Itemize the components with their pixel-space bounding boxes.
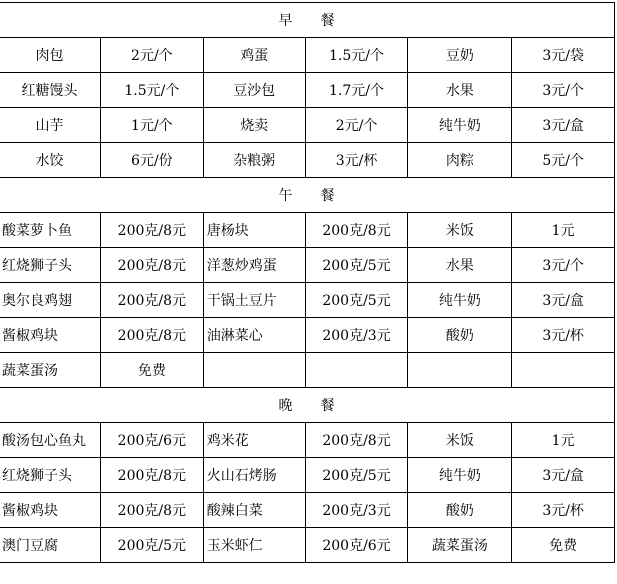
table-row <box>0 458 615 493</box>
dish-name: 蔬菜蛋汤 <box>0 353 100 388</box>
dish-name: 山芋 <box>0 108 100 143</box>
dish-price: 3元/个 <box>512 73 615 108</box>
dish-name: 烧卖 <box>203 108 305 143</box>
dish-name: 水饺 <box>0 143 100 178</box>
dish-price: 3元/杯 <box>305 143 408 178</box>
table-row <box>0 73 615 108</box>
dish-name <box>203 353 305 388</box>
table-row <box>0 493 615 528</box>
dish-price: 3元/盒 <box>512 108 615 143</box>
dish-price: 1元/个 <box>100 108 203 143</box>
dish-name: 酸汤包心鱼丸 <box>0 423 100 458</box>
dish-price: 1.7元/个 <box>305 73 408 108</box>
dish-price: 2元/个 <box>100 38 203 73</box>
dish-price: 200克/5元 <box>305 458 408 493</box>
table-row <box>0 213 615 248</box>
dish-name: 酱椒鸡块 <box>0 493 100 528</box>
dish-name: 火山石烤肠 <box>203 458 305 493</box>
dish-name: 米饭 <box>408 423 512 458</box>
lunch-header-row <box>0 178 615 213</box>
dish-name: 豆奶 <box>408 38 512 73</box>
dish-name: 唐杨块 <box>203 213 305 248</box>
table-row <box>0 528 615 563</box>
table-row <box>0 143 615 178</box>
dish-price: 200克/3元 <box>305 318 408 353</box>
dish-name: 鸡蛋 <box>203 38 305 73</box>
dish-name: 肉粽 <box>408 143 512 178</box>
dish-name: 澳门豆腐 <box>0 528 100 563</box>
dish-name: 酸奶 <box>408 318 512 353</box>
dish-name: 玉米虾仁 <box>203 528 305 563</box>
dish-price: 3元/盒 <box>512 283 615 318</box>
dish-name: 纯牛奶 <box>408 283 512 318</box>
dish-name: 水果 <box>408 73 512 108</box>
dish-price: 200克/8元 <box>305 423 408 458</box>
dish-price: 200克/8元 <box>305 213 408 248</box>
dish-price: 200克/5元 <box>305 283 408 318</box>
dish-name: 酱椒鸡块 <box>0 318 100 353</box>
dish-price <box>512 353 615 388</box>
table-row <box>0 283 615 318</box>
dish-name: 纯牛奶 <box>408 108 512 143</box>
dish-name: 杂粮粥 <box>203 143 305 178</box>
dish-name: 红烧狮子头 <box>0 248 100 283</box>
dish-name: 红烧狮子头 <box>0 458 100 493</box>
dish-price: 1元 <box>512 423 615 458</box>
table-row <box>0 248 615 283</box>
dish-price: 3元/杯 <box>512 493 615 528</box>
breakfast-title: 早 餐 <box>0 3 615 38</box>
table-row <box>0 318 615 353</box>
dish-name: 水果 <box>408 248 512 283</box>
dish-price: 200克/8元 <box>100 283 203 318</box>
dish-price: 免费 <box>100 353 203 388</box>
dish-price: 3元/杯 <box>512 318 615 353</box>
dish-price: 1.5元/个 <box>305 38 408 73</box>
menu-table <box>0 2 615 563</box>
dish-price: 200克/5元 <box>100 528 203 563</box>
dish-name: 纯牛奶 <box>408 458 512 493</box>
breakfast-header-row <box>0 3 615 38</box>
dish-price: 1.5元/个 <box>100 73 203 108</box>
dish-name: 酸奶 <box>408 493 512 528</box>
dish-name: 酸菜萝卜鱼 <box>0 213 100 248</box>
dish-price: 6元/份 <box>100 143 203 178</box>
dish-name: 鸡米花 <box>203 423 305 458</box>
dish-price: 3元/个 <box>512 248 615 283</box>
dish-price: 200克/8元 <box>100 458 203 493</box>
table-row <box>0 38 615 73</box>
dish-price: 200克/6元 <box>100 423 203 458</box>
dish-price: 200克/3元 <box>305 493 408 528</box>
dish-price: 2元/个 <box>305 108 408 143</box>
dinner-header-row <box>0 388 615 423</box>
table-row <box>0 423 615 458</box>
dinner-title: 晚 餐 <box>0 388 615 423</box>
dish-name: 豆沙包 <box>203 73 305 108</box>
dish-price: 200克/8元 <box>100 493 203 528</box>
dish-name: 肉包 <box>0 38 100 73</box>
lunch-title: 午 餐 <box>0 178 615 213</box>
dish-name: 米饭 <box>408 213 512 248</box>
dish-price: 5元/个 <box>512 143 615 178</box>
dish-name: 干锅土豆片 <box>203 283 305 318</box>
table-row <box>0 108 615 143</box>
dish-price: 3元/袋 <box>512 38 615 73</box>
table-row <box>0 353 615 388</box>
dish-price: 200克/8元 <box>100 213 203 248</box>
dish-price <box>305 353 408 388</box>
dish-price: 200克/8元 <box>100 318 203 353</box>
dish-price: 200克/8元 <box>100 248 203 283</box>
dish-name: 奥尔良鸡翅 <box>0 283 100 318</box>
dish-name <box>408 353 512 388</box>
dish-price: 200克/5元 <box>305 248 408 283</box>
dish-price: 3元/盒 <box>512 458 615 493</box>
dish-price: 免费 <box>512 528 615 563</box>
dish-name: 油淋菜心 <box>203 318 305 353</box>
dish-name: 蔬菜蛋汤 <box>408 528 512 563</box>
dish-name: 洋葱炒鸡蛋 <box>203 248 305 283</box>
dish-name: 酸辣白菜 <box>203 493 305 528</box>
dish-name: 红糖馒头 <box>0 73 100 108</box>
dish-price: 1元 <box>512 213 615 248</box>
dish-price: 200克/6元 <box>305 528 408 563</box>
